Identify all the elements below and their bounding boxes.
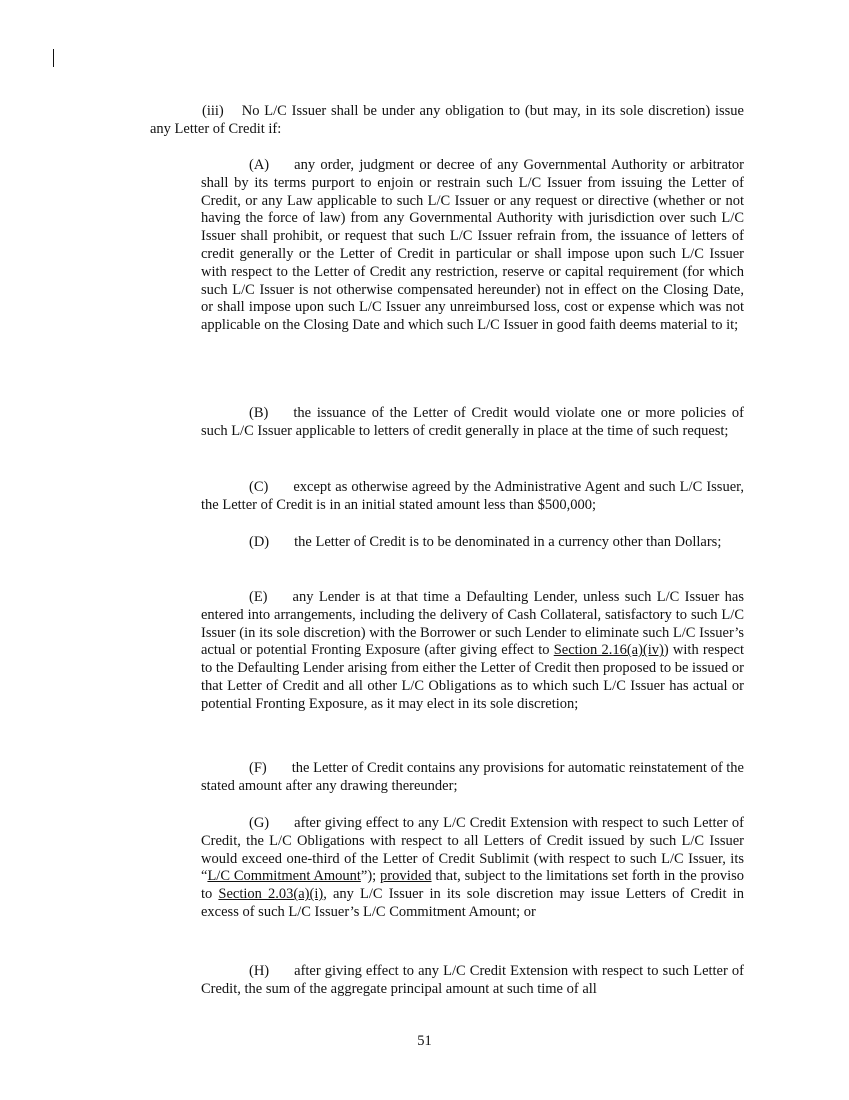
subclause-text: the issuance of the Letter of Credit would violate one or more policies of such L/C Issuer applicable to letters of credit generally in place at the time of such request; [201,405,744,439]
subclause-a [201,157,744,335]
subclause-label: (D) [249,534,270,550]
subclause-label: (A) [249,157,270,173]
subclause-text: after giving effect to any L/C Credit Extension with respect to such Letter of Credit, the sum of the aggregate principal amount at such time of all [201,963,744,997]
subclause-c [201,479,744,515]
subclause-text-part4: , any L/C Issuer in its sole discretion may issue Letters of Credit in excess of such L/C Issuer’s L/C Commitment Amount; or [201,886,744,920]
page-number: 51 [417,1033,432,1049]
subclause-f [201,760,744,796]
subclause-text: the Letter of Credit is to be denominated in a currency other than Dollars; [294,534,722,550]
subclause-text: the Letter of Credit contains any provisions for automatic reinstatement of the stated amount after any drawing thereunder; [201,760,744,794]
subclause-label: (F) [249,760,267,776]
subclause-text-part3: that, subject to the limitations set forth in the proviso to [201,868,744,903]
proviso-term: provided [380,868,432,885]
subclause-text: except as otherwise agreed by the Administrative Agent and such L/C Issuer, the Letter of Credit is in an initial stated amount less than $500,000; [201,479,744,513]
section-reference-link: Section 2.03(a)(i) [218,886,324,903]
paragraph-text: No L/C Issuer shall be under any obligation to (but may, in its sole discretion) issue any Letter of Credit if: [150,103,744,137]
subclause-g [201,815,744,922]
subclause-e [201,589,744,714]
paragraph-iii [150,103,744,139]
subclause-label: (C) [249,479,269,495]
subclause-d [201,534,744,552]
subclause-label: (E) [249,589,268,605]
subclause-text: any order, judgment or decree of any Governmental Authority or arbitrator shall by its terms purport to enjoin or restrain such L/C Issuer from issuing the Letter of Credit, or any Law applicable to such L/C Issuer or any request or directive (whether or not having the force of law) from any Governmental Authority with jurisdiction over such L/C Issuer shall prohibit, or request that such L/C Issuer refrain from, the issuance of letters of credit generally or the Letter of Credit in particular or shall impose upon such L/C Issuer with respect to the Letter of Credit any restriction, reserve or capital requirement (for which such L/C Issuer is not otherwise compensated hereunder) not in effect on the Closing Date, or shall impose upon such L/C Issuer any unreimbursed loss, cost or expense which was not applicable on the Closing Date and which such L/C Issuer in good faith deems material to it; [201,157,744,334]
subclause-text: any Lender is at that time a Defaulting Lender, unless such L/C Issuer has entered into arrangements, including the delivery of Cash Collateral, satisfactory to such L/C Issuer (in its sole discretion) with the Borrower or such Lender to eliminate such L/C Issuer’s actual or potential Fronting Exposure (after giving effect to [201,589,744,659]
subclause-h [201,963,744,999]
subclause-label: (H) [249,963,270,979]
subclause-text-part2: ”); [360,868,381,885]
subclause-label: (B) [249,405,269,421]
subclause-label: (G) [249,815,270,831]
revision-bar [53,49,54,67]
subclause-text: after giving effect to any L/C Credit Extension with respect to such Letter of Credit, the L/C Obligations with respect to all Letters of Credit issued by such L/C Issuer would exceed one-third of the Letter of Credit Sublimit (with respect to such L/C Issuer, its “ [201,815,744,885]
paragraph-label: (iii) [202,103,224,119]
subclause-text-continued: ) with respect to the Defaulting Lender arising from either the Letter of Credit then proposed to be issued or that Letter of Credit and all other L/C Obligations as to which such L/C Issuer has actual or potential Fronting Exposure, as it may elect in its sole discretion; [201,642,744,712]
defined-term: L/C Commitment Amount [207,868,361,885]
section-reference-link: Section 2.16(a)(iv) [553,642,664,659]
subclause-b [201,405,744,441]
